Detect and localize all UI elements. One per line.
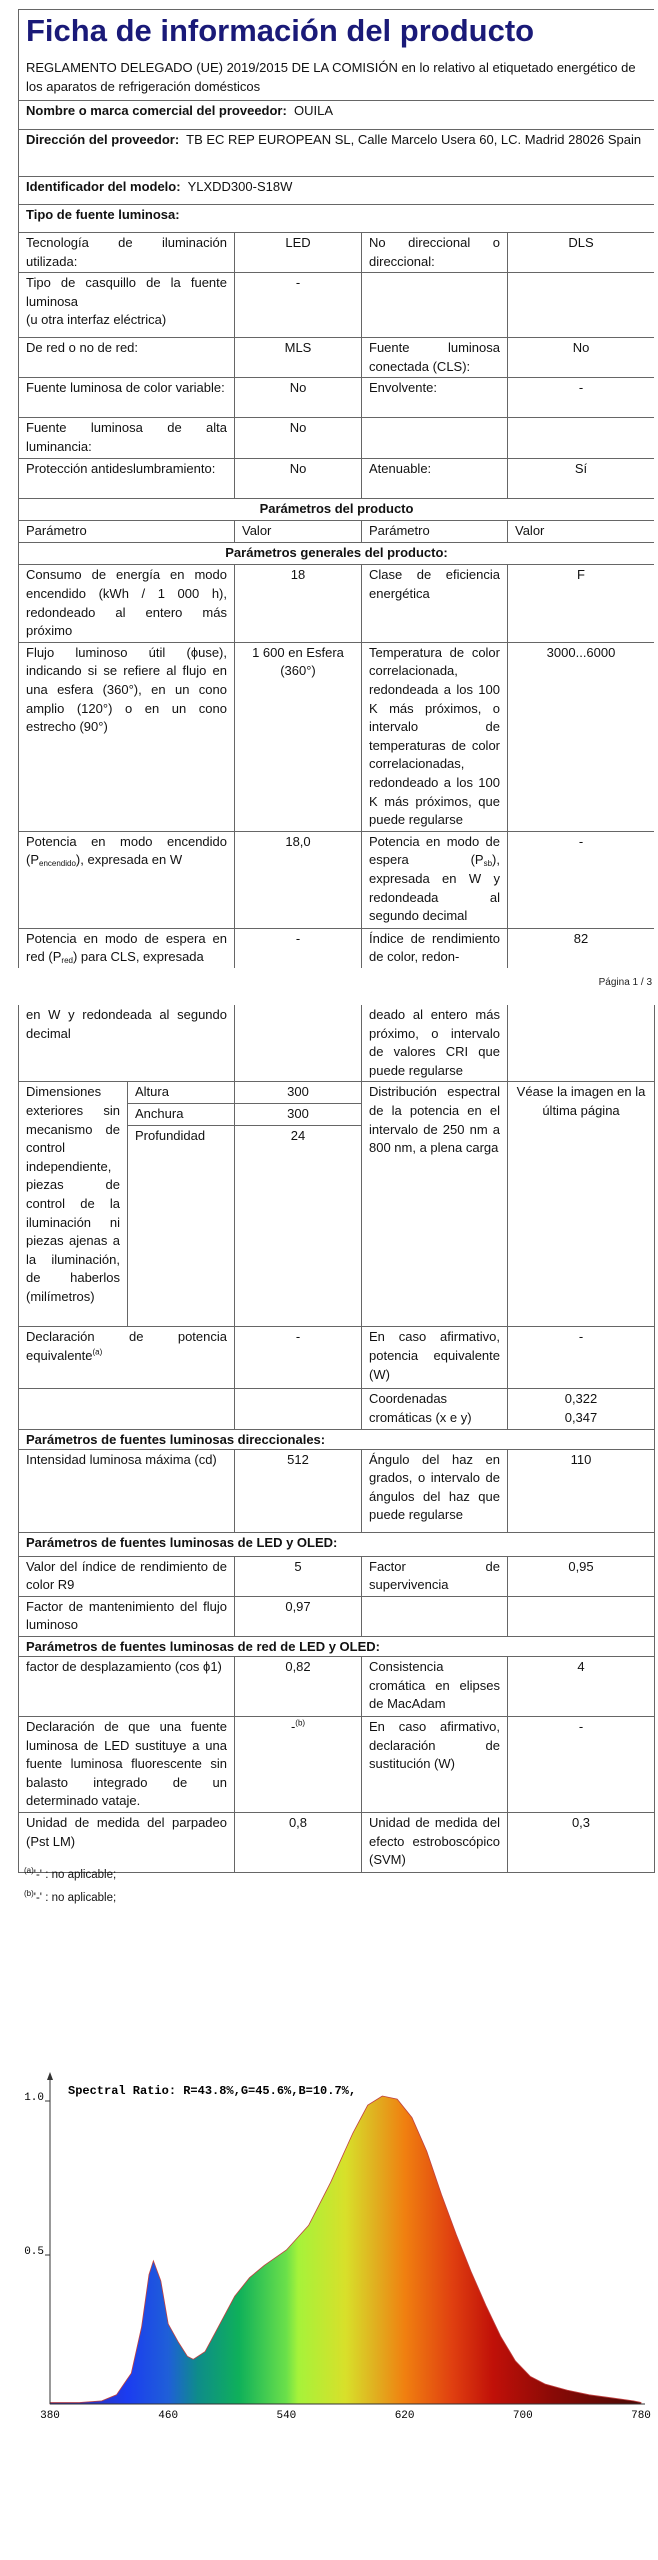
table-row [19, 418, 655, 459]
param-value: 0,3 [508, 1812, 655, 1872]
param-value: 82 [508, 928, 655, 968]
param-value: No [235, 378, 362, 418]
text-segment: Declaración de potencia equivalente [26, 1329, 227, 1363]
dimension-name: Altura [128, 1082, 235, 1104]
spectral-distribution-chart [0, 2060, 658, 2440]
param-label: En caso afirmativo, declaración de sustitución (W) [362, 1716, 508, 1812]
param-value: 3000...6000 [508, 642, 655, 831]
param-value: DLS [508, 233, 655, 273]
param-label: Factor de supervivencia [362, 1556, 508, 1596]
table-row [19, 1656, 655, 1716]
table-row [19, 1716, 655, 1812]
section-heading: Parámetros de fuentes luminosas direccionales: [19, 1429, 655, 1449]
text-line: 0,322 [564, 1391, 598, 1407]
section-heading: Parámetros de fuentes luminosas de LED y OLED: [19, 1532, 655, 1556]
param-label: Valor del índice de rendimiento de color R9 [19, 1556, 235, 1596]
product-info-table-page-2 [18, 1005, 655, 1873]
param-label: Parámetro [362, 521, 508, 543]
table-row [19, 928, 655, 968]
text-segment: ) para CLS, expresada [72, 949, 204, 965]
param-value: No [235, 459, 362, 499]
param-value: 110 [508, 1449, 655, 1532]
page-number: Página 1 / 3 [598, 977, 652, 988]
param-value [508, 273, 655, 338]
text-segment: red [61, 956, 73, 966]
param-label [19, 928, 235, 968]
table-row [19, 831, 655, 928]
table-row [19, 642, 655, 831]
param-label: Declaración de que una fuente luminosa de LED sustituye a una fuente luminosa fluorescente sin balasto integrado de un determinado vataje. [19, 1716, 235, 1812]
param-label: factor de desplazamiento (cos ϕ1) [19, 1656, 235, 1716]
param-value: No [508, 338, 655, 378]
text-segment: - [290, 1718, 296, 1734]
param-value: 0,95 [508, 1556, 655, 1596]
param-label: En caso afirmativo, potencia equivalente (W) [362, 1327, 508, 1389]
model-label: Identificador del modelo: [26, 179, 181, 194]
param-value: - [508, 831, 655, 928]
param-value: 0,82 [235, 1656, 362, 1716]
param-label: Atenuable: [362, 459, 508, 499]
dimension-name: Profundidad [128, 1126, 235, 1327]
address-label: Dirección del proveedor: [26, 132, 180, 147]
param-value: - [508, 378, 655, 418]
text-segment: Potencia en modo encendido (P [26, 833, 227, 868]
table-row [19, 1449, 655, 1532]
param-label [362, 273, 508, 338]
y-tick-label: 1.0 [24, 2092, 44, 2104]
param-label: Intensidad luminosa máxima (cd) [19, 1449, 235, 1532]
table-row [19, 338, 655, 378]
table-row [19, 1327, 655, 1389]
param-label: Fuente luminosa conectada (CLS): [362, 338, 508, 378]
table-row [19, 273, 655, 338]
param-value: No [235, 418, 362, 459]
param-label [362, 418, 508, 459]
param-value [235, 1716, 362, 1812]
table-row [19, 1556, 655, 1596]
param-label: Temperatura de color correlacionada, redondeada a los 100 K más próximos, o intervalo de temperaturas de color correlacionadas, redondeado a los 100 K más próximos, que puede regularse [362, 642, 508, 831]
param-label: Consistencia cromática en elipses de MacAdam [362, 1656, 508, 1716]
spectrum-area [50, 2096, 641, 2404]
text-line: (u otra interfaz eléctrica) [26, 312, 167, 328]
param-value: F [508, 565, 655, 642]
param-value: MLS [235, 338, 362, 378]
page-2 [18, 1005, 654, 1873]
table-row [19, 1812, 655, 1872]
section-heading: Parámetros de fuentes luminosas de red de LED y OLED: [19, 1636, 655, 1656]
text-segment: (b) [295, 1718, 306, 1728]
x-tick-label: 620 [394, 2410, 415, 2422]
table-row [19, 1389, 655, 1429]
text-segment: ), expresada en W y redondeada al segundo decimal [369, 852, 500, 924]
section-heading: Parámetros del producto [19, 499, 655, 521]
param-value: Valor [235, 521, 362, 543]
page-title: Ficha de información del producto [26, 13, 535, 48]
param-label: De red o no de red: [19, 338, 235, 378]
dimension-value: 300 [235, 1082, 362, 1104]
dimension-value: 300 [235, 1104, 362, 1126]
param-label [362, 831, 508, 928]
param-value [508, 418, 655, 459]
table-row [19, 543, 655, 565]
param-label: No direccional o direccional: [362, 233, 508, 273]
param-label [19, 1389, 235, 1429]
text-segment: (a) [92, 1347, 103, 1357]
param-label: Fuente luminosa de color variable: [19, 378, 235, 418]
param-label: Consumo de energía en modo encendido (kWh / 1 000 h), redondeado al entero más próximo [19, 565, 235, 642]
x-tick-label: 780 [631, 2410, 651, 2422]
text-segment: Potencia en modo de espera (P [369, 833, 500, 868]
param-label: Protección antideslumbramiento: [19, 459, 235, 499]
table-row [19, 1596, 655, 1636]
param-label: Factor de mantenimiento del flujo luminoso [19, 1596, 235, 1636]
param-label: Ángulo del haz en grados, o intervalo de ángulos del haz que puede regularse [362, 1449, 508, 1532]
param-value: 512 [235, 1449, 362, 1532]
chart-title: Spectral Ratio: R=43.8%,G=45.6%,B=10.7%, [68, 2084, 357, 2098]
param-value [508, 1389, 655, 1429]
param-value: - [235, 928, 362, 968]
x-tick-label: 540 [276, 2410, 297, 2422]
param-value [508, 1596, 655, 1636]
param-value: - [235, 273, 362, 338]
param-value [235, 1389, 362, 1429]
param-value: - [235, 1327, 362, 1389]
y-tick-label: 0.5 [24, 2246, 44, 2258]
spd-value: Véase la imagen en la última página [508, 1082, 655, 1327]
supplier-value: OUILA [294, 103, 334, 118]
table-row [19, 1532, 655, 1556]
table-row [19, 565, 655, 642]
param-value: - [508, 1327, 655, 1389]
footnote-a: $^{(a)}$'-' : no aplicable; [24, 1866, 117, 1881]
address-value: TB EC REP EUROPEAN SL, Calle Marcelo Usera 60, LC. Madrid 28026 Spain [186, 132, 642, 147]
dimension-name: Anchura [128, 1104, 235, 1126]
param-label: Unidad de medida del efecto estroboscópico (SVM) [362, 1812, 508, 1872]
param-value: 0,8 [235, 1812, 362, 1872]
param-value: 0,97 [235, 1596, 362, 1636]
param-label: Tecnología de iluminación utilizada: [19, 233, 235, 273]
page-1 [18, 9, 654, 968]
section-heading: Parámetros generales del producto: [19, 543, 655, 565]
param-label: Fuente luminosa de alta luminancia: [19, 418, 235, 459]
text-line: Tipo de casquillo de la fuente luminosa [26, 275, 227, 309]
param-label [19, 1327, 235, 1389]
param-label [362, 1596, 508, 1636]
text-segment: ), expresada en W [75, 852, 183, 868]
text-line: 0,347 [564, 1409, 598, 1425]
table-row [19, 378, 655, 418]
spd-label: Distribución espectral de la potencia en el intervalo de 250 nm a 800 nm, a plena carga [362, 1082, 508, 1327]
source-type-heading: Tipo de fuente luminosa: [19, 205, 655, 233]
param-label: Parámetro [19, 521, 235, 543]
dimensions-label: Dimensiones exteriores sin mecanismo de control independiente, piezas de control de la iluminación ni piezas ajenas a la iluminación, de haberlos (milímetros) [19, 1082, 128, 1327]
param-value: 5 [235, 1556, 362, 1596]
table-row [19, 521, 655, 543]
param-value: 18 [235, 565, 362, 642]
table-row [19, 459, 655, 499]
param-label: Coordenadas cromáticas (x e y) [362, 1389, 508, 1429]
supplier-label: Nombre o marca comercial del proveedor: [26, 103, 287, 118]
param-label [19, 273, 235, 338]
x-tick-label: 460 [158, 2410, 179, 2422]
table-row [19, 499, 655, 521]
table-row [19, 1636, 655, 1656]
param-value: LED [235, 233, 362, 273]
param-label: en W y redondeada al segundo decimal [19, 1005, 235, 1082]
param-value: - [508, 1716, 655, 1812]
text-segment: encendido [39, 859, 76, 869]
text-segment: sb [483, 859, 493, 869]
param-label: Flujo luminoso útil (ϕuse), indicando si se refiere al flujo en una esfera (360°), en un cono amplio (120°) o en un cono estrecho (90°) [19, 642, 235, 831]
param-label: Unidad de medida del parpadeo (Pst LM) [19, 1812, 235, 1872]
param-label [19, 831, 235, 928]
table-row [19, 233, 655, 273]
param-value: Valor [508, 521, 655, 543]
text-segment: Potencia en modo de espera en red (P [26, 930, 227, 965]
dimension-value: 24 [235, 1126, 362, 1327]
product-info-table-page-1 [18, 9, 654, 968]
param-value: 1 600 en Esfera (360°) [235, 642, 362, 831]
param-label: Índice de rendimiento de color, redon- [362, 928, 508, 968]
table-row [19, 1429, 655, 1449]
param-value: 4 [508, 1656, 655, 1716]
param-value: Sí [508, 459, 655, 499]
model-value: YLXDD300-S18W [187, 179, 293, 194]
param-label: Clase de eficiencia energética [362, 565, 508, 642]
param-label: Envolvente: [362, 378, 508, 418]
x-tick-label: 380 [40, 2410, 60, 2422]
y-axis-arrow-icon [47, 2072, 53, 2080]
regulation-text: REGLAMENTO DELEGADO (UE) 2019/2015 DE LA COMISIÓN en lo relativo al etiquetado energético de los aparatos de refrigeración domésticos [26, 60, 636, 94]
param-label: deado al entero más próximo, o intervalo de valores CRI que puede regularse [362, 1005, 508, 1082]
x-tick-label: 700 [512, 2410, 533, 2422]
param-value: 18,0 [235, 831, 362, 928]
footnote-b: $^{(b)}$'-' : no aplicable; [24, 1889, 117, 1904]
